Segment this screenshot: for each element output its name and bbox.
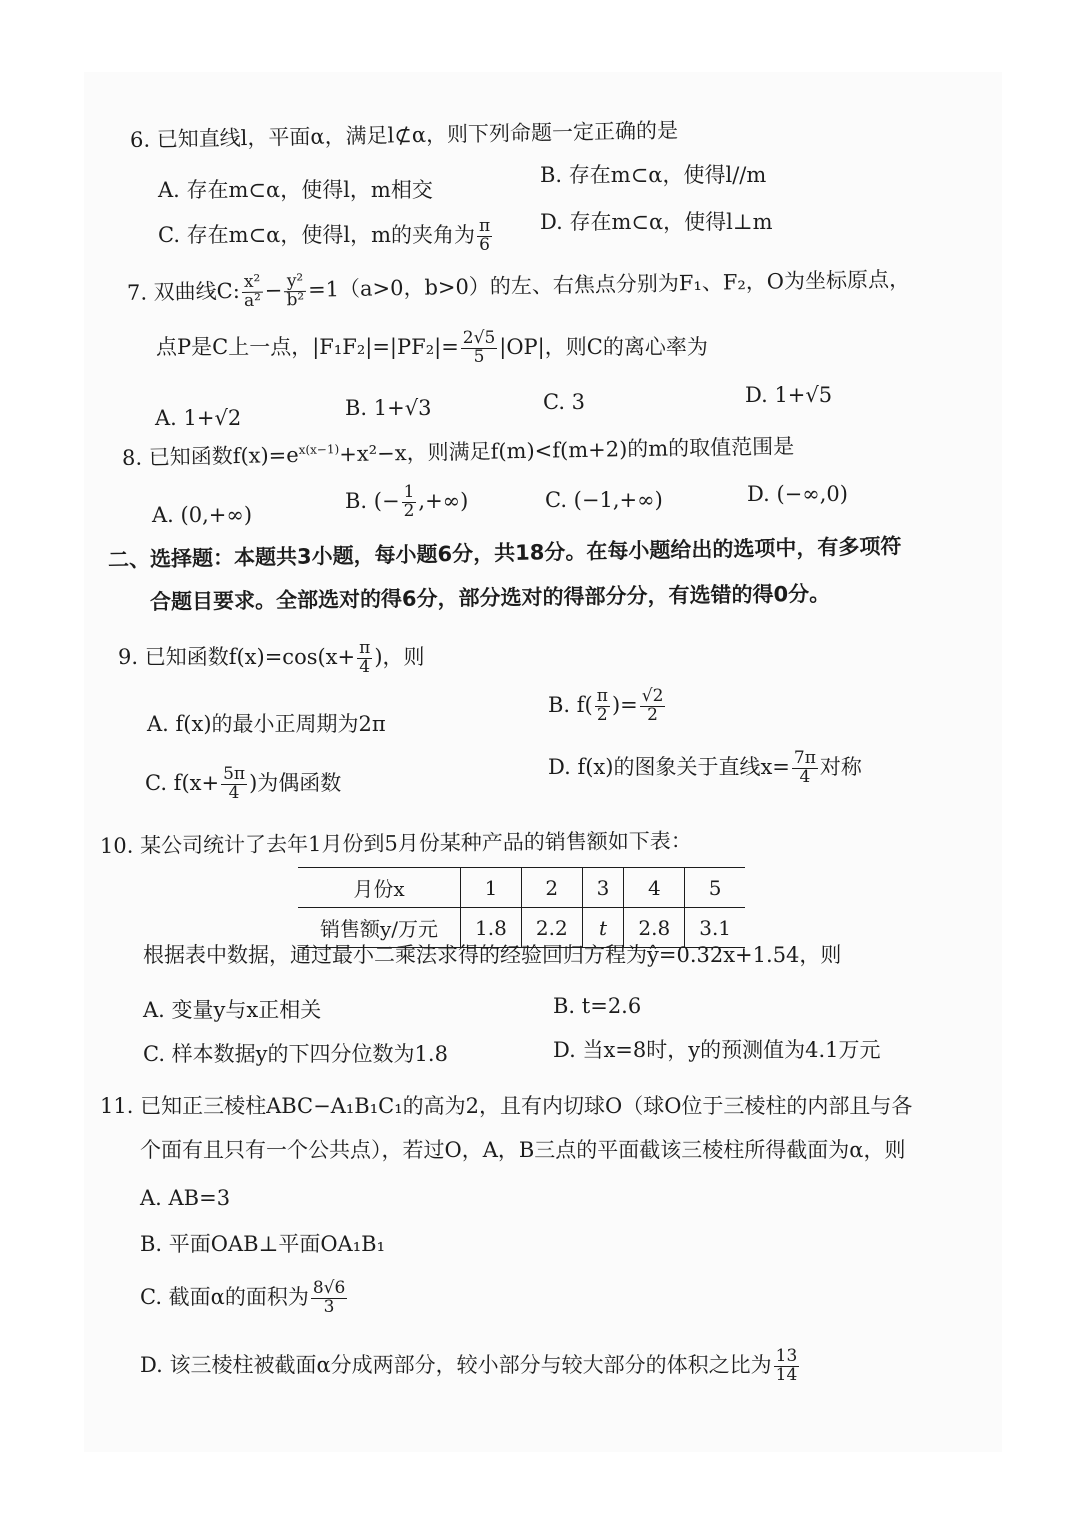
q9-d-frac (792, 750, 818, 787)
q9-b-frac1 (595, 688, 610, 725)
q6-c-fraction (477, 218, 492, 255)
q10-option-a: A. 变量y与x正相关 (143, 998, 322, 1022)
section2-line1: 二、选择题：本题共3小题，每小题6分，共18分。在每小题给出的选项中，有多项符 (107, 534, 902, 572)
q8-b-suffix: ,+∞) (418, 488, 469, 513)
table-cell: 3 (582, 868, 624, 908)
table-cell: 1 (461, 868, 522, 908)
q8-option-d: D. (−∞,0) (747, 482, 848, 506)
q9-option-c (145, 766, 341, 803)
q11-c-den: 3 (323, 1296, 335, 1317)
q6-option-c (158, 218, 494, 255)
table-header-month: 月份x (298, 868, 461, 908)
q7-stem-suffix: =1（a>0，b>0）的左、右焦点分别为F₁、F₂，O为坐标原点， (307, 267, 911, 302)
q10-option-b: B. t=2.6 (553, 994, 642, 1018)
q7-option-a: A. 1+√2 (155, 406, 242, 430)
q9-stem-num: π (359, 638, 371, 658)
section2-line2: 合题目要求。全部选对的得6分，部分选对的得部分分，有选错的得0分。 (149, 581, 831, 614)
q9-b-n2: √2 (641, 686, 664, 706)
q7-b2: b² (286, 289, 305, 311)
q11-d-den: 14 (775, 1364, 798, 1385)
q7-a2: a² (243, 290, 262, 311)
q7-x-frac (242, 271, 264, 311)
q11-option-c (140, 1280, 349, 1317)
table-cell: 3.1 (685, 908, 745, 948)
q9-d-prefix: D. f(x)的图象关于直线x= (548, 754, 790, 779)
q9-d-num: 7π (793, 748, 816, 768)
q7-option-d: D. 1+√5 (745, 383, 833, 407)
q10-after-table: 根据表中数据，通过最小二乘法求得的经验回归方程为ŷ=0.32x+1.54，则 (143, 943, 842, 967)
q9-b-frac2 (640, 688, 666, 725)
q11-d-prefix: D. 该三棱柱被截面α分成两部分，较小部分与较大部分的体积之比为 (140, 1352, 772, 1377)
q11-c-prefix: C. 截面α的面积为 (140, 1284, 309, 1309)
table-cell: 2.2 (521, 908, 582, 948)
q6-option-b: B. 存在m⊂α，使得l//m (540, 163, 767, 187)
table-cell: t (582, 908, 624, 948)
q7-x2: x² (242, 274, 263, 293)
q11-c-frac (311, 1280, 347, 1317)
table-cell: 1.8 (461, 908, 522, 948)
q7-stem: 7. 双曲线C: $\frac{\text{x²}}{\text{a²}}$ − $\frac{\text{y²}}{\text{b²}}$ =1（a>0，b>0）的左、右焦点分别为F₁、F₂，O为坐标原点， (126, 267, 911, 311)
table-row-month (298, 868, 745, 908)
q8-option-a: A. (0,+∞) (152, 503, 253, 527)
q8-stem-prefix: 8. 已知函数f(x)=e (121, 442, 299, 470)
q9-b-mid: )= (611, 692, 638, 717)
table-header-sales: 销售额y/万元 (298, 908, 461, 948)
q9-option-d (548, 750, 862, 787)
q10-stem: 10. 某公司统计了去年1月份到5月份某种产品的销售额如下表： (99, 828, 692, 858)
q11-line1: 11. 已知正三棱柱ABC−A₁B₁C₁的高为2，且有内切球O（球O位于三棱柱的内部且与各 (100, 1094, 913, 1118)
q7-y2: y² (284, 273, 306, 292)
q7-frac (461, 330, 497, 367)
q11-option-d (140, 1348, 801, 1385)
q7-option-c: C. 3 (543, 390, 586, 414)
q9-stem-prefix: 9. 已知函数f(x)=cos(x+ (118, 644, 356, 669)
q8-b-num: 1 (403, 482, 415, 502)
q11-d-frac (774, 1348, 800, 1385)
q9-b-prefix: B. f( (548, 692, 593, 717)
q9-option-b (548, 688, 667, 725)
q9-stem-frac (357, 640, 372, 677)
q7-option-b: B. 1+√3 (345, 396, 432, 420)
q6-option-d: D. 存在m⊂α，使得l⊥m (540, 210, 773, 234)
q8-exponent: x(x−1) (298, 442, 340, 457)
q9-option-a: A. f(x)的最小正周期为2π (147, 712, 386, 736)
q9-c-frac (221, 766, 247, 803)
q9-c-den: 4 (228, 782, 240, 803)
q9-c-suffix: )为偶函数 (249, 770, 342, 795)
q6-c-num: π (479, 216, 491, 236)
q10-option-c: C. 样本数据y的下四分位数为1.8 (143, 1042, 448, 1066)
q9-stem (118, 640, 425, 677)
q8-b-prefix: B. (− (345, 488, 400, 513)
q9-d-den: 4 (799, 766, 811, 787)
q9-c-num: 5π (223, 764, 246, 784)
q9-d-suffix: 对称 (819, 754, 862, 779)
q7-frac-den: 5 (473, 346, 485, 367)
q7-stem-prefix: 7. 双曲线C: (126, 278, 241, 305)
q6-option-c-text: C. 存在m⊂α，使得l，m的夹角为 (158, 222, 475, 247)
q11-option-a: A. AB=3 (140, 1186, 231, 1210)
table-cell: 4 (624, 868, 685, 908)
q9-stem-den: 4 (359, 656, 371, 677)
q7-frac-num: 2√5 (462, 328, 496, 348)
sales-table (298, 867, 745, 948)
q11-c-num: 8√6 (312, 1278, 346, 1298)
q11-d-num: 13 (775, 1346, 798, 1366)
q8-b-frac (402, 484, 417, 521)
q8-option-b (345, 484, 468, 521)
q9-b-d1: 2 (596, 704, 608, 725)
q7-line2-suffix: |OP|，则C的离心率为 (499, 334, 708, 359)
table-row-sales (298, 908, 745, 948)
table-cell: 5 (685, 868, 745, 908)
q7-line2-prefix: 点P是C上一点，|F₁F₂|=|PF₂|= (156, 334, 459, 359)
table-cell: 2.8 (624, 908, 685, 948)
q9-b-n1: π (596, 686, 608, 706)
q6-c-den: 6 (479, 234, 490, 255)
q8-stem-suffix: +x²−x，则满足f(m)<f(m+2)的m的取值范围是 (339, 434, 795, 467)
q6-stem: 6. 已知直线l，平面α，满足l⊄α，则下列命题一定正确的是 (129, 118, 679, 152)
q11-line2: 个面有且只有一个公共点），若过O，A，B三点的平面截该三棱柱所得截面为α，则 (140, 1138, 906, 1162)
q8-b-den: 2 (403, 500, 415, 521)
q8-option-c: C. (−1,+∞) (545, 488, 663, 512)
q9-stem-suffix: )，则 (374, 644, 425, 669)
q9-b-d2: 2 (647, 704, 658, 725)
q6-option-a: A. 存在m⊂α，使得l，m相交 (158, 178, 433, 202)
q7-line2 (156, 330, 708, 367)
q9-c-prefix: C. f(x+ (145, 770, 220, 795)
q7-y-frac (284, 270, 306, 311)
table-cell: 2 (521, 868, 582, 908)
q10-option-d: D. 当x=8时，y的预测值为4.1万元 (553, 1038, 881, 1062)
q11-option-b: B. 平面OAB⊥平面OA₁B₁ (140, 1232, 385, 1256)
